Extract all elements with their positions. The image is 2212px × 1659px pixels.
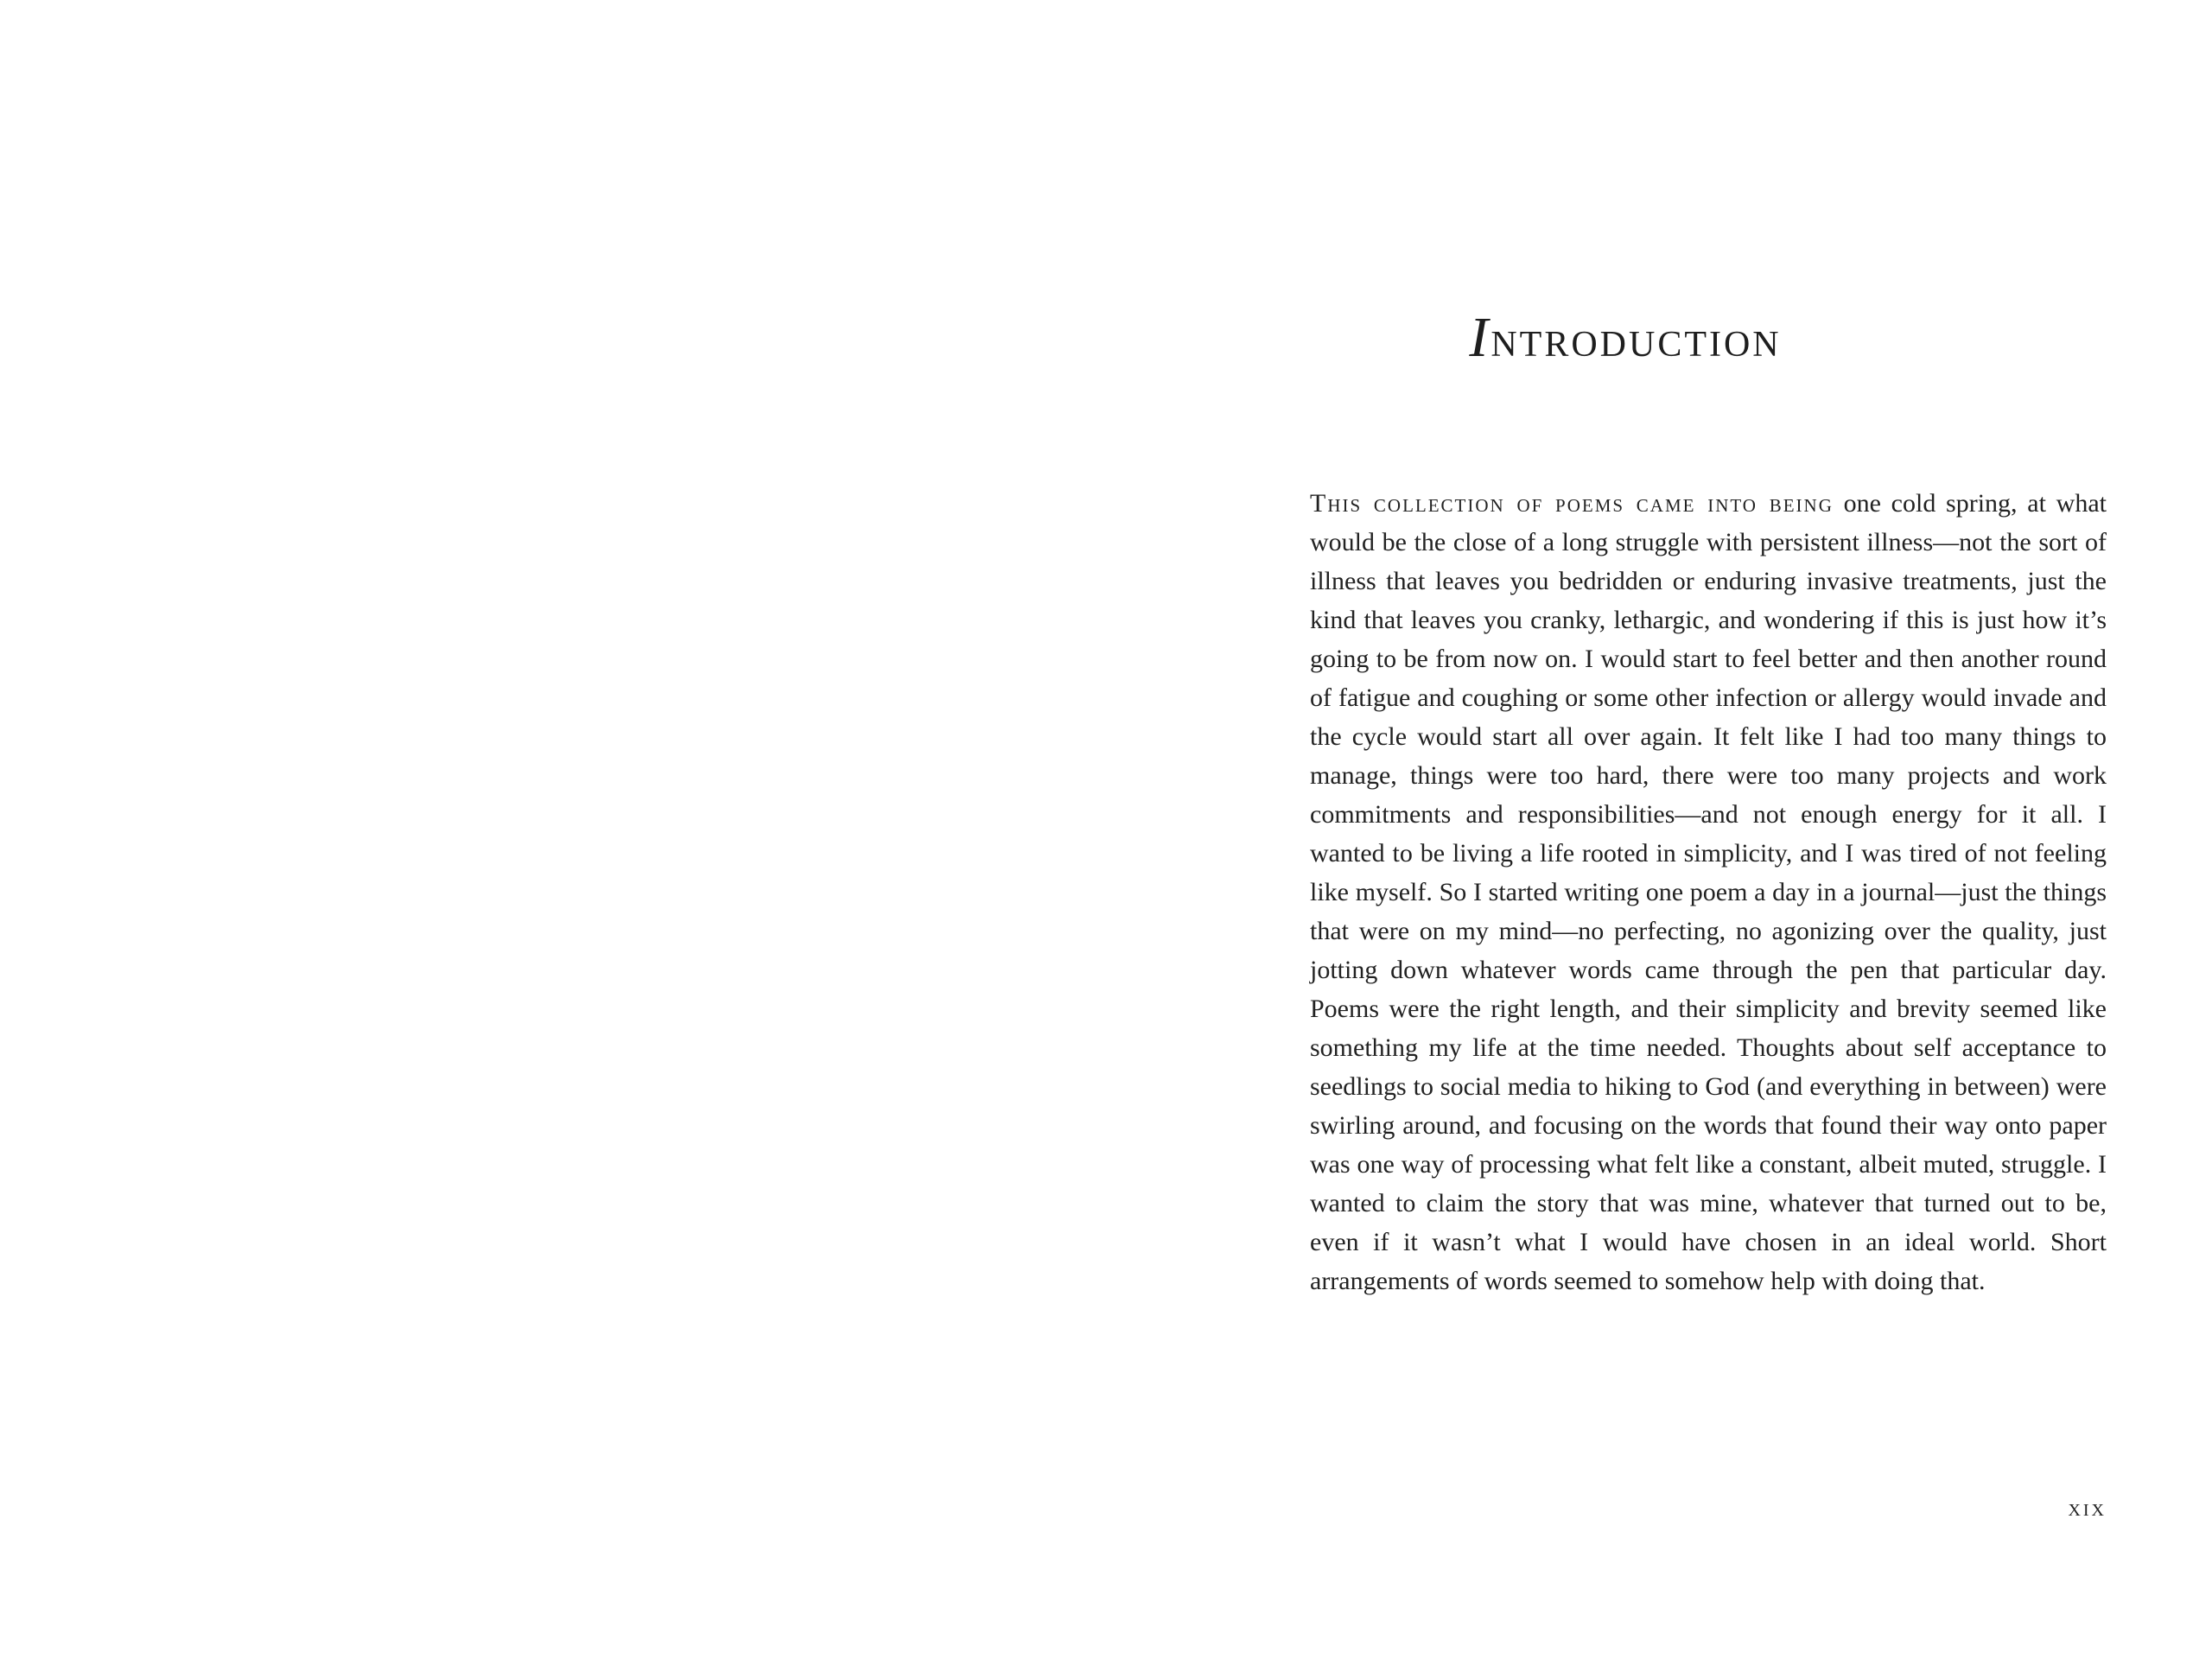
page-number: xix [2068,1495,2107,1522]
paragraph-body: one cold spring, at what would be the close of a long struggle with persistent illness—not the sort of illness that leaves you bedridden or enduring invasive treatments, just the kind that leaves you cranky, lethargic, and wondering if this is just how it’s going to be from now on. I would start to feel better and then another round of fatigue and coughing or some other infection or allergy would invade and the cycle would start all over again. It felt like I had too many things to manage, things were too hard, there were too many projects and work commitments and responsibilities—and not enough energy for it all. I wanted to be living a life rooted in simplicity, and I was tired of not feeling like myself. So I started writing one poem a day in a journal—just the things that were on my mind—no perfecting, no agonizing over the quality, just jotting down whatever words came through the pen that particular day. Poems were the right length, and their simplicity and brevity seemed like something my life at the time needed. Thoughts about self acceptance to seedlings to social media to hiking to God (and everything in between) were swirling around, and focusing on the words that found their way onto paper was one way of processing what felt like a constant, albeit muted, struggle. I wanted to claim the story that was mine, whatever that turned out to be, even if it wasn’t what I would have chosen in an ideal world. Short arrangements of words seemed to somehow help with doing that. [1310,489,2107,1295]
chapter-title-initial: I [1469,306,1491,369]
introduction-paragraph [1310,484,2107,1300]
chapter-title-rest: ntroduction [1491,310,1782,367]
right-page [1106,0,2212,1659]
chapter-title [1310,306,1941,369]
paragraph-lead-in: This collection of poems came into being [1310,489,1834,518]
